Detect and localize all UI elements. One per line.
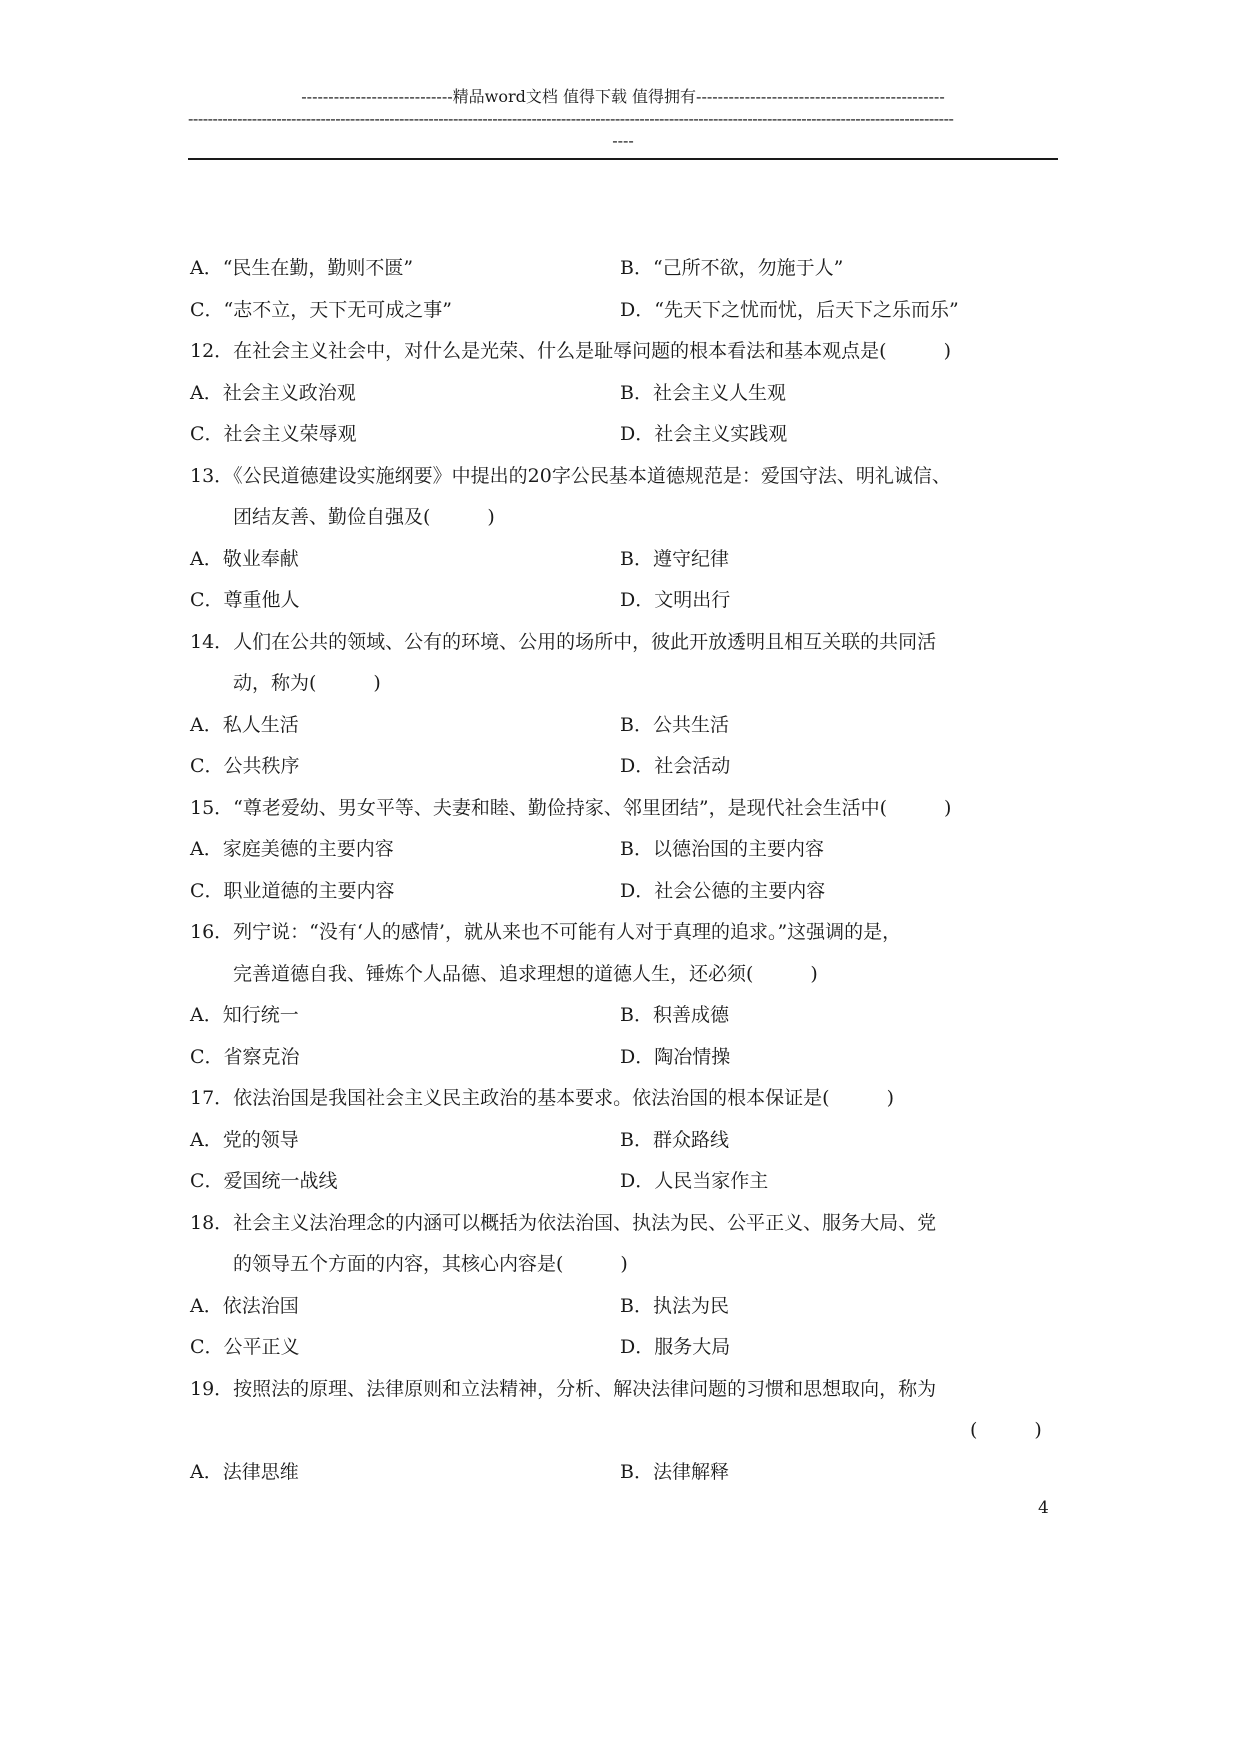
answer-option: B．公共生活 bbox=[620, 713, 729, 736]
answer-options-row bbox=[190, 829, 1070, 871]
answer-option: B．群众路线 bbox=[620, 1128, 729, 1151]
answer-option: A．依法治国 bbox=[190, 1294, 299, 1317]
answer-option: B．遵守纪律 bbox=[620, 547, 729, 570]
question-text-continued: 团结友善、勤俭自强及( ) bbox=[233, 506, 495, 528]
answer-option: A．敬业奉献 bbox=[190, 547, 299, 570]
answer-blank-row bbox=[190, 1410, 1070, 1452]
page-header bbox=[188, 86, 1058, 152]
answer-options-row bbox=[190, 871, 1070, 913]
answer-option: C．公共秩序 bbox=[190, 755, 300, 777]
answer-options-row bbox=[190, 539, 1070, 581]
answer-option: C．公平正义 bbox=[190, 1336, 300, 1358]
header-line-1: ----------------------------精品word文档 值得下载 值得拥有---------------------------------------------- bbox=[301, 87, 945, 106]
question-text-continued: 动，称为( ) bbox=[233, 672, 381, 694]
answer-options-row bbox=[190, 248, 1070, 290]
answer-option: A．法律思维 bbox=[190, 1460, 299, 1483]
answer-option: B．“己所不欲，勿施于人” bbox=[620, 257, 844, 279]
answer-options-row bbox=[190, 1037, 1070, 1079]
header-line-2: ------------------------------------------------------------------------------------------------------------------------------------------------------------ bbox=[188, 109, 954, 128]
answer-option: D．文明出行 bbox=[620, 589, 731, 611]
question-text: 12．在社会主义社会中，对什么是光荣、什么是耻辱问题的根本看法和基本观点是( ) bbox=[190, 340, 952, 362]
answer-options-row bbox=[190, 1286, 1070, 1328]
answer-options-row bbox=[190, 580, 1070, 622]
answer-option: C．爱国统一战线 bbox=[190, 1170, 338, 1192]
answer-options-row bbox=[190, 1120, 1070, 1162]
answer-option: C．尊重他人 bbox=[190, 589, 300, 611]
question-text: 15．“尊老爱幼、男女平等、夫妻和睦、勤俭持家、邻里团结”，是现代社会生活中( ) bbox=[190, 796, 952, 819]
answer-option: B．以德治国的主要内容 bbox=[620, 838, 824, 860]
answer-option: C．“志不立，天下无可成之事” bbox=[190, 298, 452, 321]
question-text-continued: 的领导五个方面的内容，其核心内容是( ) bbox=[233, 1253, 628, 1275]
answer-options-row bbox=[190, 373, 1070, 415]
answer-option: A．知行统一 bbox=[190, 1004, 299, 1026]
question-list bbox=[190, 248, 1070, 1493]
answer-option: A．家庭美德的主要内容 bbox=[190, 838, 394, 860]
answer-option: C．职业道德的主要内容 bbox=[190, 879, 395, 902]
answer-option: B．法律解释 bbox=[620, 1460, 729, 1483]
answer-option: D．陶冶情操 bbox=[620, 1045, 731, 1068]
question-text: 16．列宁说：“没有‘人的感情’，就从来也不可能有人对于真理的追求。”这强调的是， bbox=[190, 921, 902, 943]
answer-option: C．社会主义荣辱观 bbox=[190, 423, 357, 445]
answer-option: D．“先天下之忧而忧，后天下之乐而乐” bbox=[620, 298, 959, 321]
question-text-continued: 完善道德自我、锤炼个人品德、追求理想的道德人生，还必须( ) bbox=[233, 962, 818, 985]
answer-option: D．服务大局 bbox=[620, 1336, 731, 1358]
answer-options-row bbox=[190, 995, 1070, 1037]
question-text: 17．依法治国是我国社会主义民主政治的基本要求。依法治国的根本保证是( ) bbox=[190, 1087, 895, 1109]
answer-options-row bbox=[190, 414, 1070, 456]
answer-options-row bbox=[190, 746, 1070, 788]
answer-option: C．省察克治 bbox=[190, 1045, 300, 1068]
answer-option: A．“民生在勤，勤则不匮” bbox=[190, 257, 414, 279]
question-text: 19．按照法的原理、法律原则和立法精神，分析、解决法律问题的习惯和思想取向，称为 bbox=[190, 1377, 937, 1400]
answer-options-row bbox=[190, 290, 1070, 332]
question-text: 14．人们在公共的领域、公有的环境、公用的场所中，彼此开放透明且相互关联的共同活 bbox=[190, 630, 937, 653]
answer-option: B．积善成德 bbox=[620, 1004, 729, 1026]
answer-options-row bbox=[190, 1452, 1070, 1494]
header-line-3: ---- bbox=[612, 131, 634, 150]
question-text: 13．《公民道德建设实施纲要》中提出的20字公民基本道德规范是：爱国守法、明礼诚信、 bbox=[190, 464, 951, 487]
answer-options-row bbox=[190, 705, 1070, 747]
answer-option: D．社会活动 bbox=[620, 755, 731, 777]
answer-option: A．私人生活 bbox=[190, 713, 299, 736]
answer-option: B．社会主义人生观 bbox=[620, 381, 786, 404]
answer-option: D．社会公德的主要内容 bbox=[620, 879, 826, 902]
answer-blank: ( ) bbox=[970, 1419, 1042, 1441]
answer-option: D．人民当家作主 bbox=[620, 1170, 769, 1192]
header-rule bbox=[188, 158, 1058, 160]
answer-option: A．党的领导 bbox=[190, 1128, 299, 1151]
answer-option: D．社会主义实践观 bbox=[620, 423, 788, 445]
question-text: 18．社会主义法治理念的内涵可以概括为依法治国、执法为民、公平正义、服务大局、党 bbox=[190, 1211, 937, 1234]
page-number: 4 bbox=[1038, 1498, 1049, 1518]
answer-options-row bbox=[190, 1327, 1070, 1369]
answer-options-row bbox=[190, 1161, 1070, 1203]
answer-option: B．执法为民 bbox=[620, 1294, 729, 1317]
answer-option: A．社会主义政治观 bbox=[190, 381, 356, 404]
